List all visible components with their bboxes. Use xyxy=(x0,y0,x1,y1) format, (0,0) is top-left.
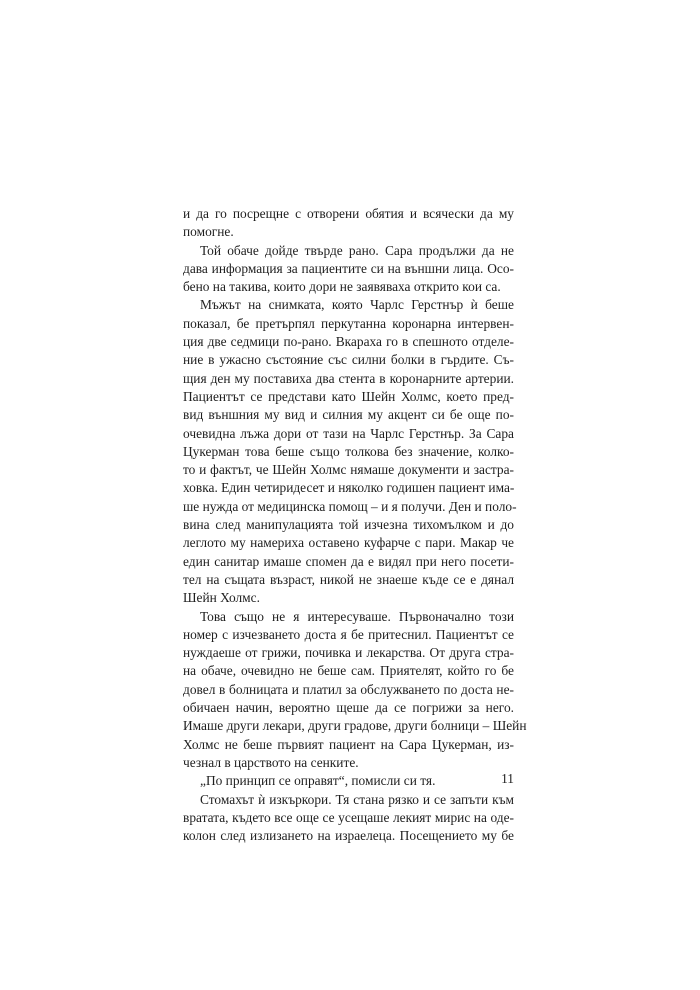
text-line: показал, бе претърпял перкутанна коронарна интервен- xyxy=(183,315,514,331)
text-line: Това също не я интересуваше. Първоначално този xyxy=(200,608,514,624)
page-number: 11 xyxy=(501,771,514,786)
text-line: Пациентът се представи като Шейн Холмс, което пред- xyxy=(183,388,514,404)
text-line: довел в болницата и платил за обслужването по доста не- xyxy=(183,681,514,697)
text-line: ция две седмици по-рано. Вкараха го в спешното отделе- xyxy=(183,334,514,350)
text-line: един санитар имаше спомен да е видял при него посети- xyxy=(183,553,514,569)
text-line: Шейн Холмс. xyxy=(183,590,260,606)
text-line: ховка. Един четиридесет и няколко годишен пациент има- xyxy=(183,480,515,496)
text-line: номер с изчезването доста я бе притеснил. Пациентът се xyxy=(183,626,514,642)
text-line: вина след манипулацията той изчезна тихомълком и до xyxy=(183,517,514,533)
text-line: „По принцип се оправят“, помисли си тя. xyxy=(200,773,436,789)
text-line: Цукерман това беше също толкова без значение, колко- xyxy=(183,443,514,459)
text-line: вид външния му вид и силния му акцент си бе още по- xyxy=(183,407,514,423)
text-line: Мъжът на снимката, която Чарлс Герстнър ѝ беше xyxy=(200,297,514,313)
text-line: колон след излизането на израелеца. Посещението му бе xyxy=(183,828,514,844)
text-line: тел на същата възраст, никой не знаеше къде се е дянал xyxy=(183,571,514,587)
text-line: то и фактът, че Шейн Холмс нямаше документи и застра- xyxy=(183,462,514,478)
text-line: ше нужда от медицинска помощ – и я получи. Ден и поло- xyxy=(183,498,517,514)
text-line: щия ден му поставиха два стента в коронарните артерии. xyxy=(183,370,514,386)
text-line: очевидна лъжа дори от тази на Чарлс Герстнър. За Сара xyxy=(183,425,514,441)
text-line: и да го посрещне с отворени обятия и всячески да му xyxy=(183,206,514,221)
text-line: Той обаче дойде твърде рано. Сара продължи да не xyxy=(200,242,514,258)
text-line: бено на такива, които дори не заявяваха открито кои са. xyxy=(183,279,501,295)
text-line: нуждаеше от грижи, почивка и лекарства. От друга стра- xyxy=(183,645,514,661)
body-text xyxy=(183,205,527,845)
text-line: обичаен начин, вероятно щеше да се погрижи за него. xyxy=(183,700,514,716)
text-line: Имаше други лекари, други градове, други болници – Шейн xyxy=(183,718,527,734)
text-line: вратата, където все още се усещаше лекият мирис на оде- xyxy=(183,809,514,825)
text-line: помогне. xyxy=(183,224,234,240)
text-line: Стомахът ѝ изкъркори. Тя стана рязко и се запъти към xyxy=(200,791,514,807)
text-line: на обаче, очевидно не беше сам. Приятелят, който го бе xyxy=(183,663,514,679)
text-line: Холмс не беше първият пациент на Сара Цукерман, из- xyxy=(183,736,514,752)
text-line: чезнал в царството на сенките. xyxy=(183,754,359,770)
text-line: дава информация за пациентите си на външни лица. Осо- xyxy=(183,260,514,276)
text-line: леглото му намериха оставено куфарче с пари. Макар че xyxy=(183,535,514,551)
text-line: ние в ужасно състояние със силни болки в гърдите. Съ- xyxy=(183,352,514,368)
